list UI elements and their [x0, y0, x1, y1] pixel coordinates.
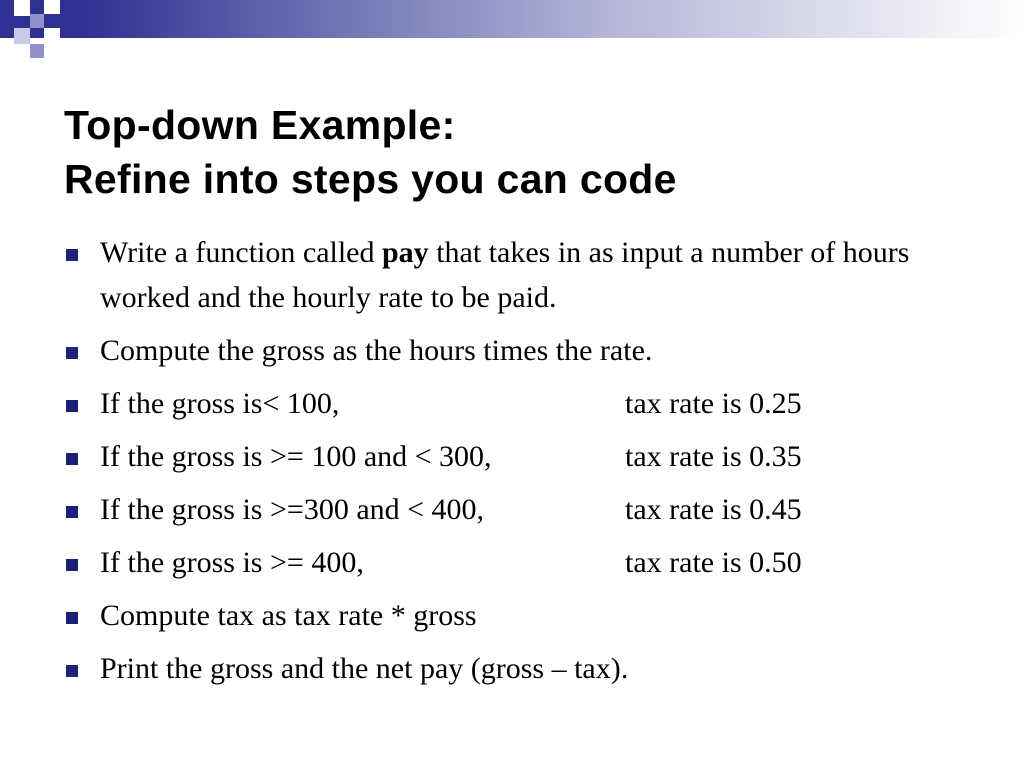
- bullet-condition: If the gross is >=300 and < 400,: [100, 493, 485, 526]
- bullet-condition: If the gross is >= 400,: [100, 546, 364, 579]
- header-gradient-band: [0, 0, 1024, 38]
- bullet-tax-rate: tax rate is 0.50: [625, 546, 802, 579]
- bullet-bold-keyword: pay: [382, 236, 429, 269]
- bullet-list: [64, 230, 964, 699]
- bullet-item: [64, 328, 964, 373]
- bullet-tax-rate: tax rate is 0.35: [625, 440, 802, 473]
- square-bullet-icon: [66, 347, 78, 359]
- corner-square-decoration: [44, 0, 60, 14]
- corner-square-decoration: [14, 0, 30, 16]
- bullet-condition: If the gross is< 100,: [100, 387, 340, 420]
- slide-title: [64, 98, 677, 206]
- bullet-item: [64, 230, 964, 320]
- bullet-text: Compute the gross as the hours times the rate.: [100, 334, 653, 367]
- bullet-item: [64, 646, 964, 691]
- bullet-tax-rate: tax rate is 0.45: [625, 493, 802, 526]
- bullet-item: [64, 434, 964, 479]
- bullet-text-after: that takes in as input a number of hours worked and the hourly rate to be paid.: [100, 236, 910, 314]
- corner-square-decoration: [30, 44, 44, 58]
- bullet-text: Print the gross and the net pay (gross – tax).: [100, 652, 629, 685]
- square-bullet-icon: [66, 612, 78, 624]
- bullet-tax-rate: tax rate is 0.25: [625, 387, 802, 420]
- corner-square-decoration: [44, 28, 60, 38]
- corner-square-decoration: [30, 14, 44, 28]
- bullet-item: [64, 540, 964, 585]
- bullet-condition: If the gross is >= 100 and < 300,: [100, 440, 492, 473]
- square-bullet-icon: [66, 400, 78, 412]
- bullet-item: [64, 593, 964, 638]
- bullet-item: [64, 381, 964, 426]
- title-line-1: Top-down Example:: [64, 102, 456, 148]
- bullet-item: [64, 487, 964, 532]
- corner-square-decoration: [14, 28, 30, 44]
- square-bullet-icon: [66, 559, 78, 571]
- square-bullet-icon: [66, 506, 78, 518]
- square-bullet-icon: [66, 249, 78, 261]
- corner-square-decoration: [0, 0, 14, 14]
- title-line-2: Refine into steps you can code: [64, 156, 677, 202]
- square-bullet-icon: [66, 665, 78, 677]
- square-bullet-icon: [66, 453, 78, 465]
- bullet-text-before: Write a function called: [100, 236, 382, 269]
- bullet-text: Compute tax as tax rate * gross: [100, 599, 477, 632]
